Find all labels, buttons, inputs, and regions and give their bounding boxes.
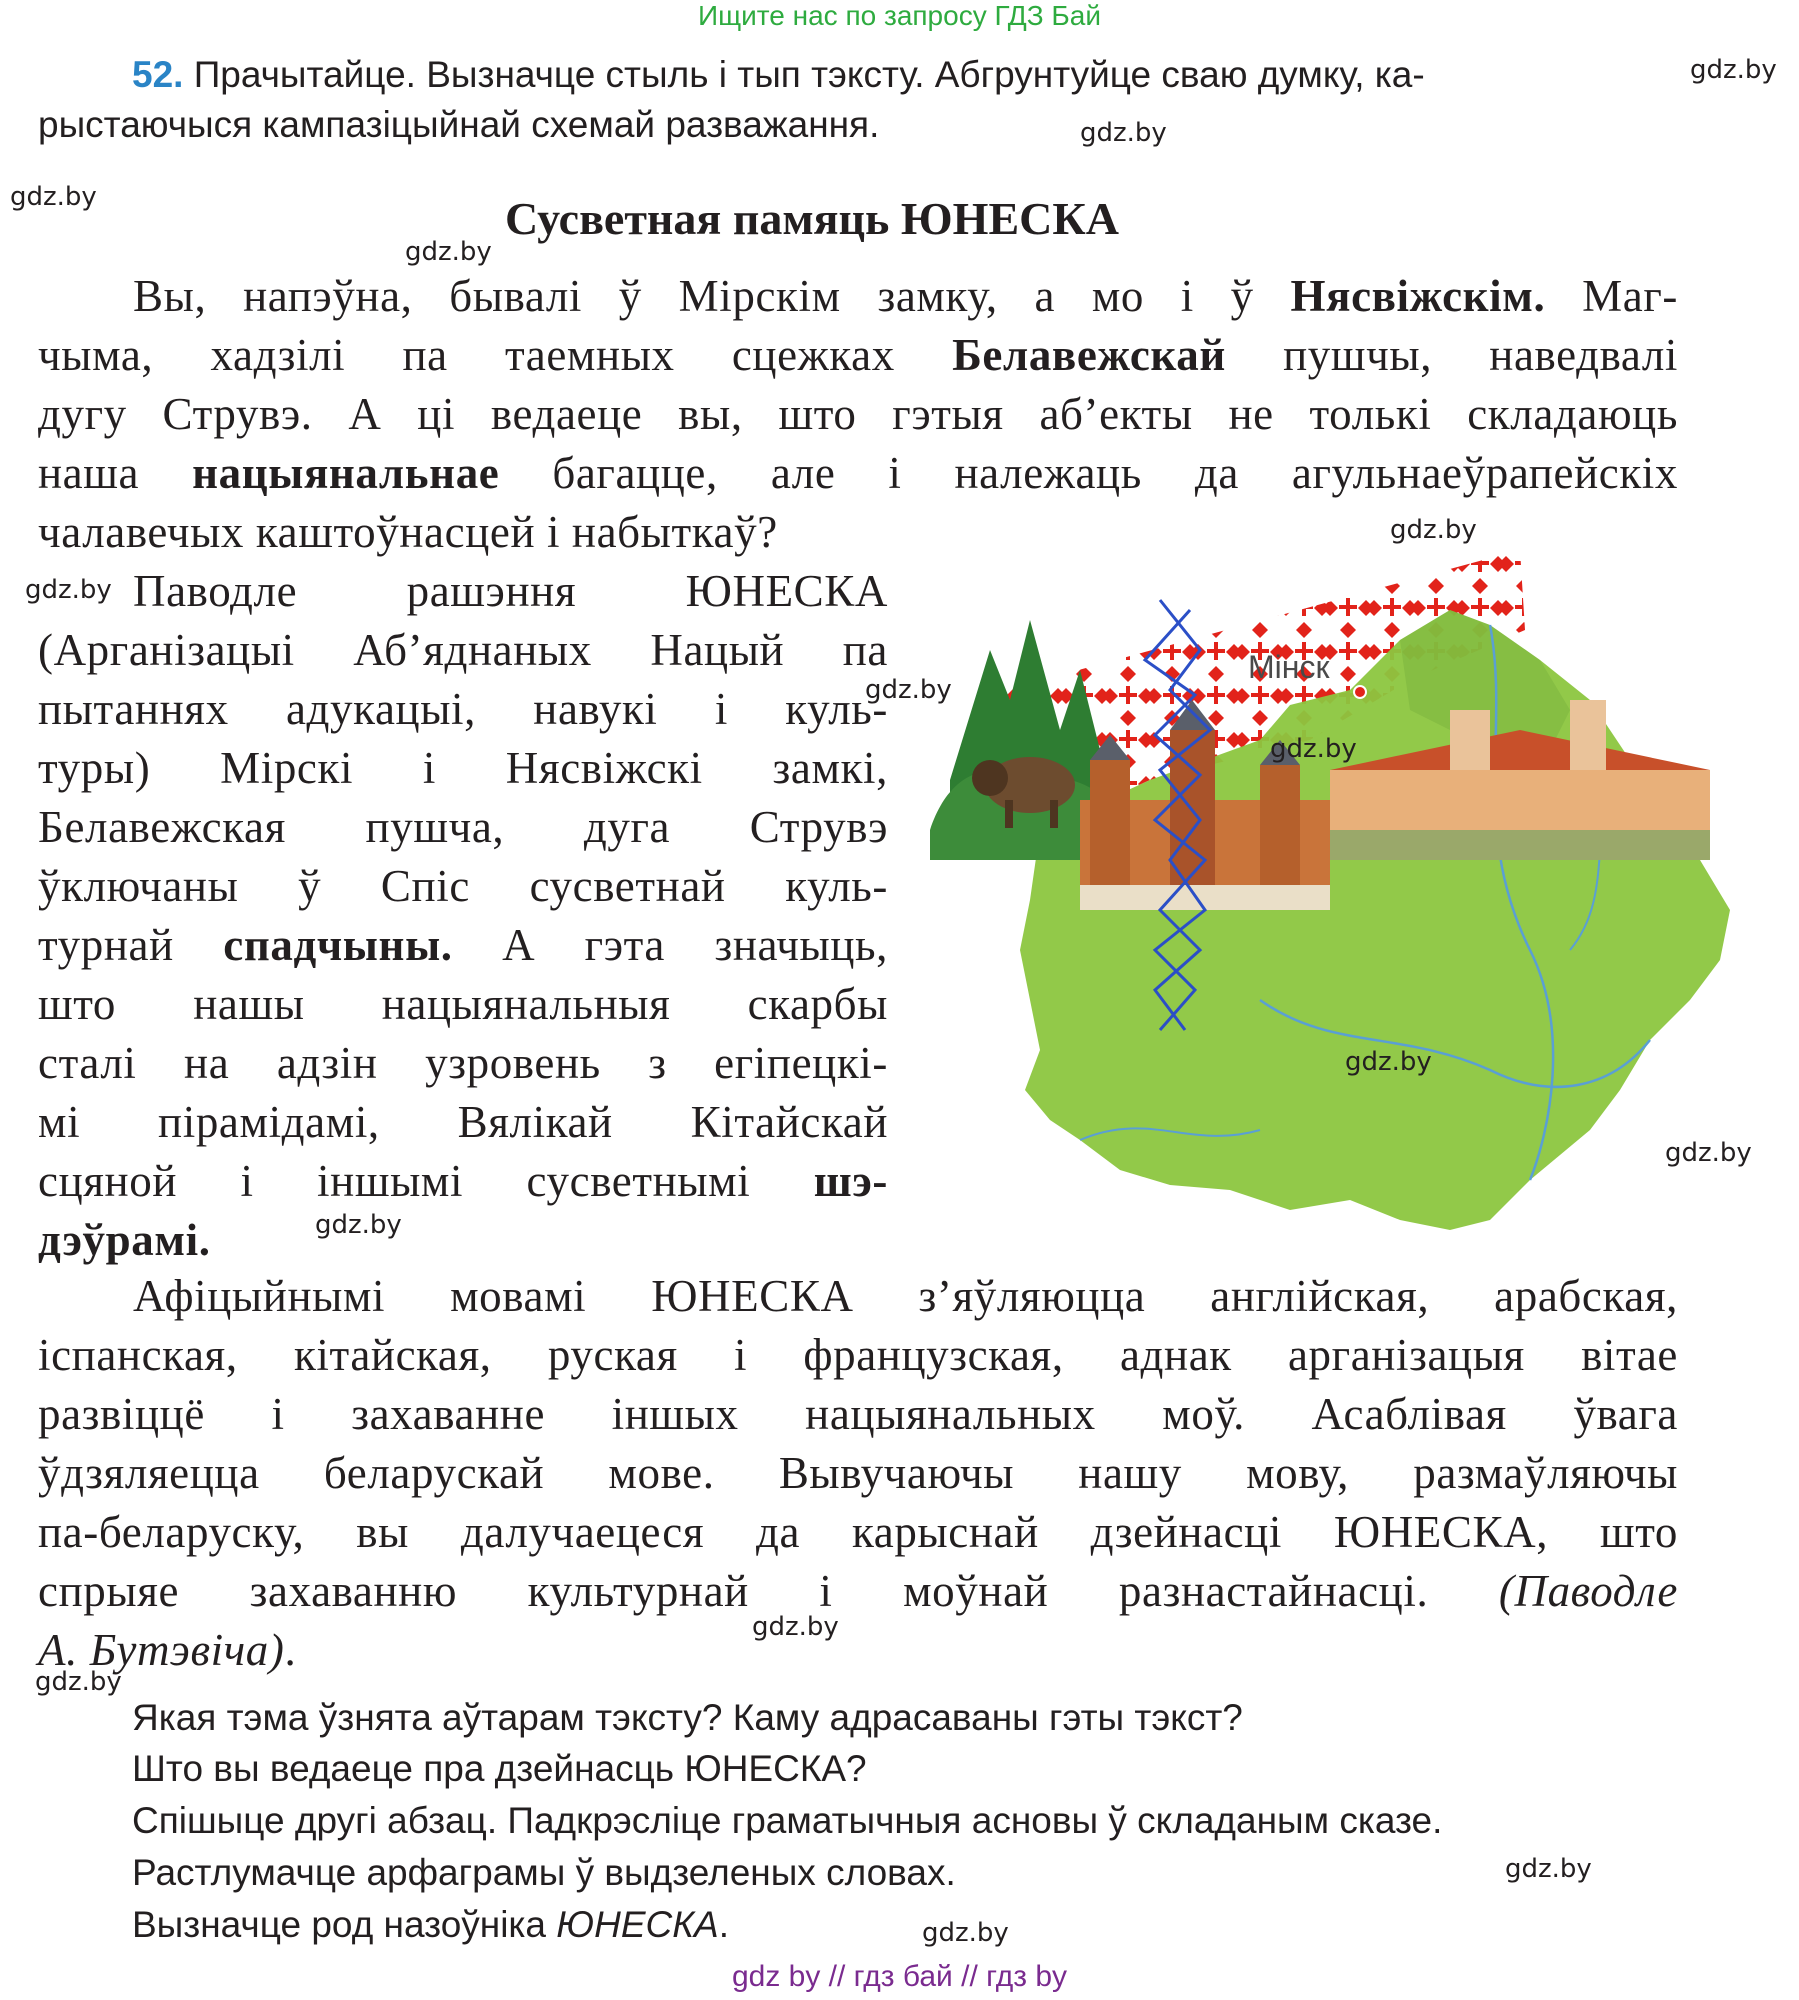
p3-line: А. Бутэвіча). <box>38 1625 297 1675</box>
watermark: gdz.by <box>1690 55 1777 85</box>
bottom-banner: gdz by // гдз бай // гдз by <box>731 1960 1068 1993</box>
exercise-line-2: рыстаючыся кампазіцыйнай схемай разважання. <box>38 104 880 145</box>
p3-line: Афіцыйнымі мовамі ЮНЕСКА з’яўляюцца англійская, арабская, <box>133 1271 1678 1321</box>
p2-line: пытаннях адукацыі, навукі і куль- <box>38 684 888 734</box>
p3-line: іспанская, кітайская, руская і французская, аднак арганізацыя вітае <box>38 1330 1678 1380</box>
watermark: gdz.by <box>1390 515 1477 545</box>
minsk-marker-icon <box>1354 686 1366 698</box>
watermark: gdz.by <box>752 1612 839 1642</box>
p2-line: турнай спадчыны. А гэта значыць, <box>38 920 888 970</box>
text-title: Сусветная памяць ЮНЕСКА <box>505 193 1119 244</box>
map-svg <box>930 530 1770 1230</box>
p1-line: дугу Струвэ. А ці ведаеце вы, што гэтыя аб’екты не толькі складаюць <box>38 389 1678 439</box>
watermark: gdz.by <box>1345 1047 1432 1077</box>
p3-line: спрыяе захаванню культурнай і моўнай разнастайнасці. (Паводле <box>38 1566 1678 1616</box>
top-banner: Ищите нас по запросу ГДЗ Бай <box>697 0 1102 31</box>
p2-line: мі пірамідамі, Вялікай Кітайскай <box>38 1097 888 1147</box>
minsk-label: Мінск <box>1248 649 1330 685</box>
p2-line: што нашы нацыянальныя скарбы <box>38 979 888 1029</box>
watermark: gdz.by <box>865 675 952 705</box>
exercise-line-1 <box>132 54 1425 96</box>
question-3: Спішыце другі абзац. Падкрэсліце граматычныя асновы ў складаным сказе. <box>132 1800 1443 1841</box>
p1-line: чыма, хадзілі па таемных сцежках Белавежскай пушчы, наведвалі <box>38 330 1678 380</box>
watermark: gdz.by <box>35 1667 122 1697</box>
p3-line: ўдзяляецца беларускай мове. Вывучаючы нашу мову, размаўляючы <box>38 1448 1678 1498</box>
p3-line: па-беларуску, вы далучаецеся да карыснай дзейнасці ЮНЕСКА, што <box>38 1507 1678 1557</box>
p3-line: развіццё і захаванне іншых нацыянальных моў. Асаблівая ўвага <box>38 1389 1678 1439</box>
watermark: gdz.by <box>1270 734 1357 764</box>
question-2: Што вы ведаеце пра дзейнасць ЮНЕСКА? <box>132 1748 867 1789</box>
p2-line: (Арганізацыі Аб’яднаных Нацый па <box>38 625 888 675</box>
p2-line: ўключаны ў Спіс сусветнай куль- <box>38 861 888 911</box>
watermark: gdz.by <box>315 1210 402 1240</box>
p2-line: сталі на адзін узровень з егіпецкі- <box>38 1038 888 1088</box>
p1-line: чалавечых каштоўнасцей і набыткаў? <box>38 507 778 557</box>
watermark: gdz.by <box>405 237 492 267</box>
belarus-map-illustration <box>930 530 1770 1230</box>
question-1: Якая тэма ўзнята аўтарам тэксту? Каму адрасаваны гэты тэкст? <box>132 1697 1243 1738</box>
exercise-number: 52. <box>132 54 184 95</box>
watermark: gdz.by <box>1505 1854 1592 1884</box>
p2-line: сцяной і іншымі сусветнымі шэ- <box>38 1156 888 1206</box>
watermark: gdz.by <box>25 575 112 605</box>
question-5: Вызначце род назоўніка ЮНЕСКА. <box>132 1904 730 1945</box>
watermark: gdz.by <box>1080 118 1167 148</box>
paragraph-3 <box>38 1270 1678 1683</box>
p2-line: Паводле рашэння ЮНЕСКА <box>133 566 888 616</box>
watermark: gdz.by <box>10 182 97 212</box>
watermark: gdz.by <box>1665 1138 1752 1168</box>
p2-line: туры) Мірскі і Нясвіжскі замкі, <box>38 743 888 793</box>
watermark: gdz.by <box>922 1918 1009 1948</box>
p2-line: дэўрамі. <box>38 1215 211 1265</box>
paragraph-2 <box>38 565 888 1273</box>
p1-line: Вы, напэўна, бывалі ў Мірскім замку, а мо і ў Нясвіжскім. Маг- <box>133 271 1678 321</box>
p2-line: Белавежская пушча, дуга Струвэ <box>38 802 888 852</box>
p1-line: наша нацыянальнае багацце, але і належаць да агульнаеўрапейскіх <box>38 448 1678 498</box>
question-4: Растлумачце арфаграмы ў выдзеленых словах. <box>132 1852 956 1893</box>
exercise-instruction: Прачытайце. Вызначце стыль і тып тэксту. Абгрунтуйце сваю думку, ка- <box>183 54 1425 95</box>
